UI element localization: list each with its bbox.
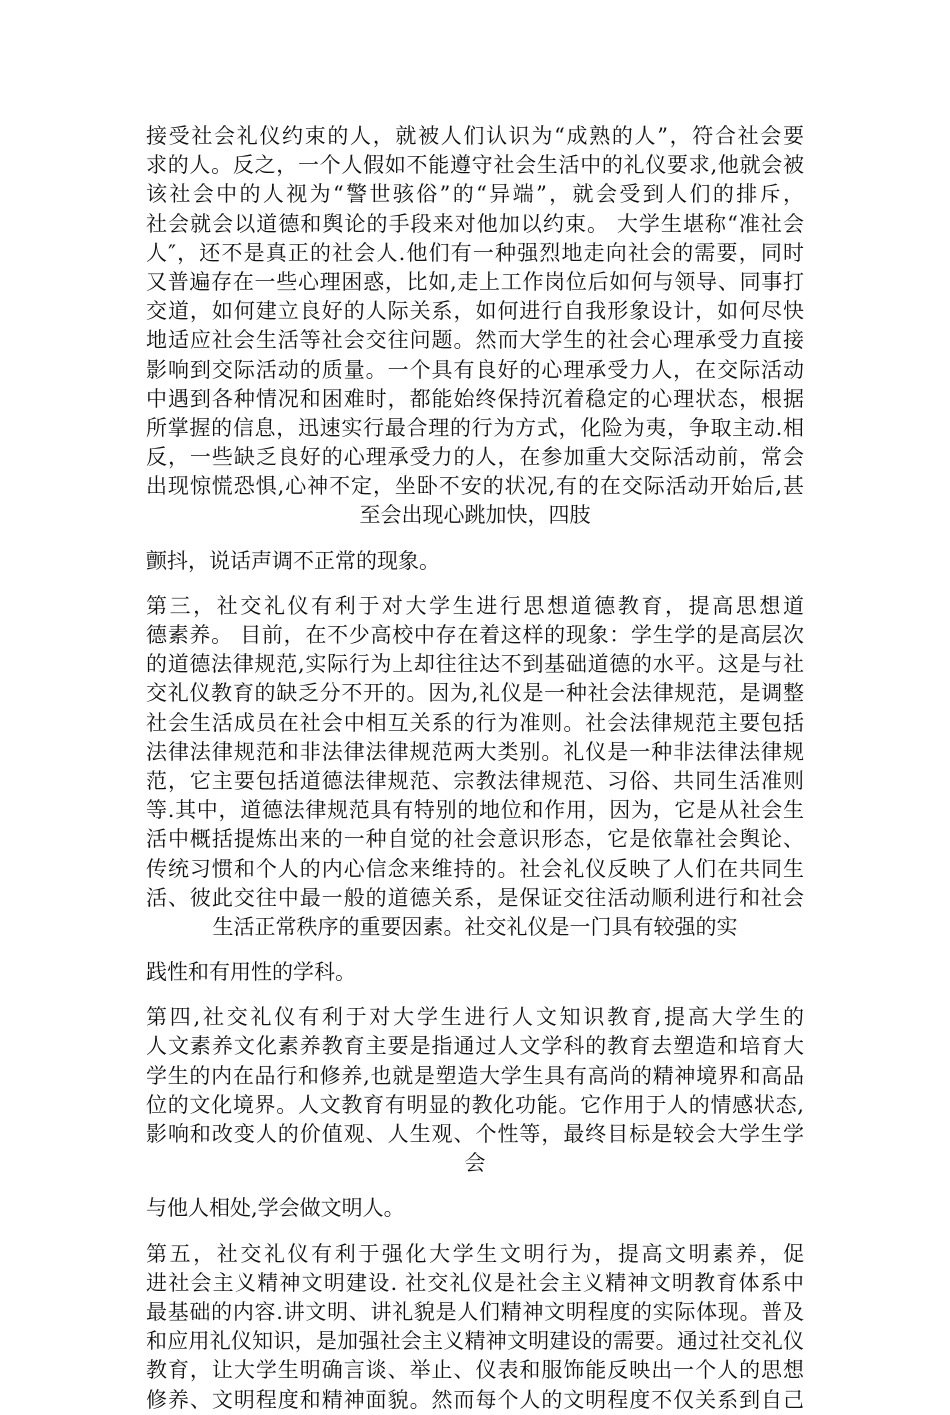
text-line: 社会生活成员在社会中相互关系的行为准则。社会法律规范主要包括	[146, 710, 804, 735]
text-line: 第四,社交礼仪有利于对大学生进行人文知识教育,提高大学生的	[146, 1005, 804, 1030]
text-line: 传统习惯和个人的内心信念来维持的。社会礼仪反映了人们在共同生	[146, 856, 804, 881]
paragraph-5	[146, 1003, 804, 1178]
text-line: 与他人相处,学会做文明人。	[146, 1196, 405, 1221]
document-page	[146, 122, 804, 1415]
text-line: 法律法律规范和非法律法律规范两大类别。礼仪是一种非法律法律规	[146, 739, 804, 764]
text-line: 出现惊慌恐惧,心神不定，坐卧不安的状况,有的在交际活动开始后,甚	[146, 474, 804, 499]
text-line: 接受社会礼仪约束的人，就被人们认识为“成熟的人”，符合社会要	[146, 124, 804, 148]
paragraph-3	[146, 592, 804, 942]
text-line: 进社会主义精神文明建设. 社交礼仪是社会主义精神文明教育体系中	[146, 1270, 804, 1295]
text-line: 践性和有用性的学科。	[146, 960, 356, 985]
text-line: 最基础的内容.讲文明、讲礼貌是人们精神文明程度的实际体现。普及	[146, 1299, 804, 1324]
text-line: 该社会中的人视为“警世骇俗”的“异端”，就会受到人们的排斥，	[146, 182, 804, 207]
paragraph-6	[146, 1194, 804, 1223]
text-line: 第三，社交礼仪有利于对大学生进行思想道德教育，提高思想道	[146, 593, 804, 618]
text-line: 至会出现心跳加快，四肢	[359, 503, 591, 528]
paragraph-2	[146, 547, 804, 576]
text-line: 求的人。反之，一个人假如不能遵守社会生活中的礼仪要求,他就会被	[146, 153, 804, 178]
text-line: 交礼仪教育的缺乏分不开的。因为,礼仪是一种社会法律规范，是调整	[146, 681, 804, 706]
text-line: 中遇到各种情况和困难时，都能始终保持沉着稳定的心理状态，根据	[146, 386, 804, 411]
text-line: 范，它主要包括道德法律规范、宗教法律规范、习俗、共同生活准则	[146, 768, 804, 793]
text-line: 所掌握的信息，迅速实行最合理的行为方式，化险为夷，争取主动.相	[146, 415, 804, 440]
text-line: 反，一些缺乏良好的心理承受力的人，在参加重大交际活动前，常会	[146, 445, 804, 470]
text-line: 人文素养文化素养教育主要是指通过人文学科的教育去塑造和培育大	[146, 1034, 804, 1059]
text-line: 生活正常秩序的重要因素。社交礼仪是一门具有较强的实	[212, 914, 738, 939]
text-line: 颤抖，说话声调不正常的现象。	[146, 548, 440, 573]
text-line: 影响到交际活动的质量。一个具有良好的心理承受力人，在交际活动	[146, 357, 804, 382]
text-line: 社会就会以道德和舆论的手段来对他加以约束。 大学生堪称“准社会	[146, 211, 804, 236]
text-line: 位的文化境界。人文教育有明显的教化功能。它作用于人的情感状态,	[146, 1092, 804, 1117]
text-line: 等.其中，道德法律规范具有特别的地位和作用，因为，它是从社会生	[146, 798, 804, 823]
paragraph-1	[146, 122, 804, 531]
text-line: 和应用礼仪知识，是加强社会主义精神文明建设的需要。通过社交礼仪	[146, 1329, 804, 1354]
text-line: 活中概括提炼出来的一种自觉的社会意识形态，它是依靠社会舆论、	[146, 827, 804, 852]
text-line: 会	[464, 1151, 486, 1176]
text-line: 教育，让大学生明确言谈、举止、仪表和服饰能反映出一个人的思想	[146, 1358, 804, 1383]
text-line: 又普遍存在一些心理困惑，比如,走上工作岗位后如何与领导、同事打	[146, 269, 804, 294]
text-line: 交道，如何建立良好的人际关系，如何进行自我形象设计，如何尽快	[146, 299, 804, 324]
paragraph-7	[146, 1240, 804, 1415]
text-line: 德素养。 目前，在不少高校中存在着这样的现象：学生学的是高层次	[146, 623, 804, 647]
text-line: 地适应社会生活等社会交往问题。然而大学生的社会心理承受力直接	[146, 328, 804, 353]
text-line: 修养、文明程度和精神面貌。然而每个人的文明程度不仅关系到自己	[146, 1387, 804, 1412]
text-line: 第五，社交礼仪有利于强化大学生文明行为，提高文明素养，促	[146, 1241, 804, 1266]
text-line: 人″，还不是真正的社会人.他们有一种强烈地走向社会的需要，同时	[146, 240, 804, 265]
text-line: 学生的内在品行和修养,也就是塑造大学生具有高尚的精神境界和高品	[146, 1063, 804, 1088]
text-line: 活、彼此交往中最一般的道德关系，是保证交往活动顺利进行和社会	[146, 885, 804, 910]
text-line: 影响和改变人的价值观、人生观、个性等，最终目标是较会大学生学	[146, 1122, 804, 1146]
paragraph-4	[146, 958, 804, 987]
text-line: 的道德法律规范,实际行为上却往往达不到基础道德的水平。这是与社	[146, 652, 804, 677]
